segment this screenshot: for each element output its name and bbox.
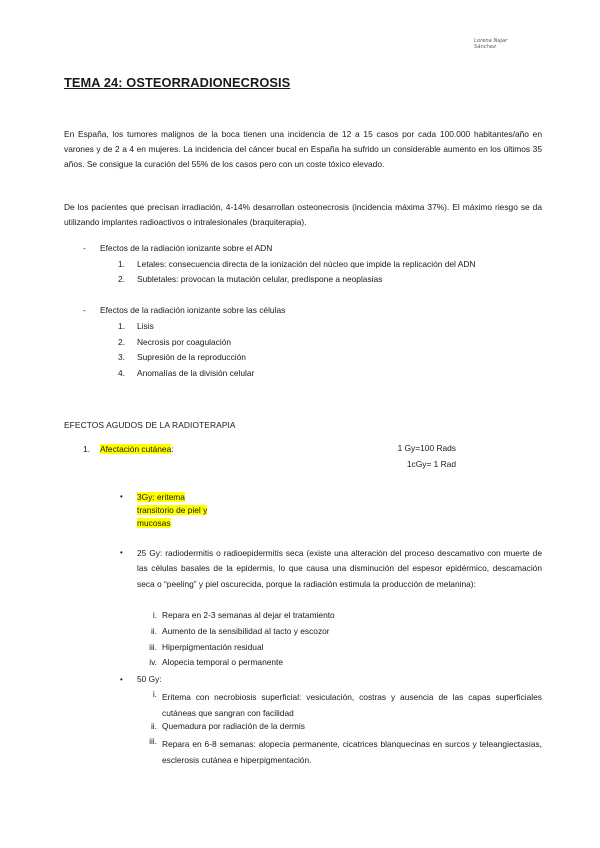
list-number: 3. (118, 352, 125, 362)
author-signature (474, 38, 507, 50)
adn-effects-label: Efectos de la radiación ionizante sobre el ADN (100, 243, 273, 253)
roman-numeral: iv. (149, 657, 157, 667)
list-number: 1. (118, 321, 125, 331)
page-title: TEMA 24: OSTEORRADIONECROSIS (64, 75, 291, 90)
intro-paragraph-2: De los pacientes que precisan irradiación, 4-14% desarrollan osteonecrosis (incidencia máxima 37%). El máximo riesgo se da utilizando implantes radioactivos o intralesionales (braquiterapia). (64, 202, 542, 228)
roman-numeral: iii. (149, 642, 157, 652)
roman-text: Quemadura por radiación de la dermis (162, 721, 305, 731)
label-colon: : (171, 444, 174, 454)
roman-numeral: ii. (150, 626, 157, 636)
list-text: Lisis (137, 321, 154, 331)
list-text: Letales: consecuencia directa de la ionización del núcleo que impide la replicación del ADN (137, 259, 476, 269)
skin-affectation-label: Afectación cutánea (100, 444, 172, 454)
bullet-3gy (137, 491, 237, 530)
units-line-2: 1cGy= 1 Rad (406, 458, 456, 469)
bullet-3gy-line-3: mucosas (137, 518, 171, 528)
acute-effects-heading: EFECTOS AGUDOS DE LA RADIOTERAPIA (64, 420, 236, 430)
roman-numeral: iii. (149, 736, 157, 746)
roman-text: Alopecia temporal o permanente (162, 657, 284, 667)
dash-marker: - (83, 305, 86, 315)
cell-effects-label: Efectos de la radiación ionizante sobre las células (100, 305, 286, 315)
list-number: 4. (118, 368, 125, 378)
bullet-25gy: 25 Gy: radiodermitis o radioepidermitis seca (existe una alteración del proceso descamativo con muerte de las células basales de la epidermis, lo que causa una disminución del espesor epidérmico, descamación seca o “peeling” y piel oscurecida, porque la radiación estimula la producción de melanina): (137, 548, 542, 589)
bullet-dot: • (120, 548, 123, 557)
roman-numeral: ii. (150, 721, 157, 731)
list-number: 1. (118, 259, 125, 269)
bullet-dot: • (120, 675, 123, 684)
intro-paragraph-1: En España, los tumores malignos de la boca tienen una incidencia de 12 a 15 casos por cada 100.000 habitantes/año en varones y de 2 a 4 en mujeres. La incidencia del cáncer bucal en España ha sufrido un considerable aumento en los últimos 35 años. Se consigue la curación del 55% de los casos pero con un coste tóxico elevado. (64, 129, 542, 170)
list-number: 2. (118, 337, 125, 347)
roman-numeral: i. (152, 689, 157, 699)
unit-conversion-note (390, 441, 456, 472)
list-text: Subletales: provocan la mutación celular, predispone a neoplasias (137, 274, 383, 284)
list-item (118, 337, 231, 347)
list-text: Anomalías de la división celular (137, 368, 255, 378)
roman-text: Repara en 2-3 semanas al dejar el tratamiento (162, 610, 335, 620)
roman-text: Aumento de la sensibilidad al tacto y escozor (162, 626, 330, 636)
bullet-3gy-line-1: 3Gy: eritema (137, 492, 185, 502)
list-item (118, 352, 246, 362)
list-item (118, 368, 254, 378)
list-item (118, 274, 382, 284)
author-line-2: Sánchez (474, 44, 496, 50)
list-number: 1. (83, 444, 90, 454)
list-text: Supresión de la reproducción (137, 352, 246, 362)
roman-text: Hiperpigmentación residual (162, 642, 264, 652)
dash-marker: - (83, 243, 86, 253)
roman-text: Eritema con necrobiosis superficial: vesiculación, costras y ausencia de las capas superficiales cutáneas que sangran con facilidad (162, 692, 542, 718)
units-line-1: 1 Gy=100 Rads (397, 443, 456, 453)
list-item (118, 259, 475, 269)
list-text: Necrosis por coagulación (137, 337, 232, 347)
roman-text: Repara en 6-8 semanas: alopecia permanente, cicatrices blanquecinas en surcos y teleangiectasias, esclerosis cutánea e hiperpigmentación. (162, 739, 542, 765)
bullet-50gy: 50 Gy: (137, 674, 162, 684)
author-line-1: Lorena Najar (474, 38, 508, 44)
list-number: 2. (118, 274, 125, 284)
bullet-dot: • (120, 492, 123, 501)
list-item (118, 321, 154, 331)
bullet-3gy-line-2: transitorio de piel y (137, 505, 208, 515)
roman-numeral: i. (152, 610, 157, 620)
skin-affectation-item (83, 444, 174, 454)
